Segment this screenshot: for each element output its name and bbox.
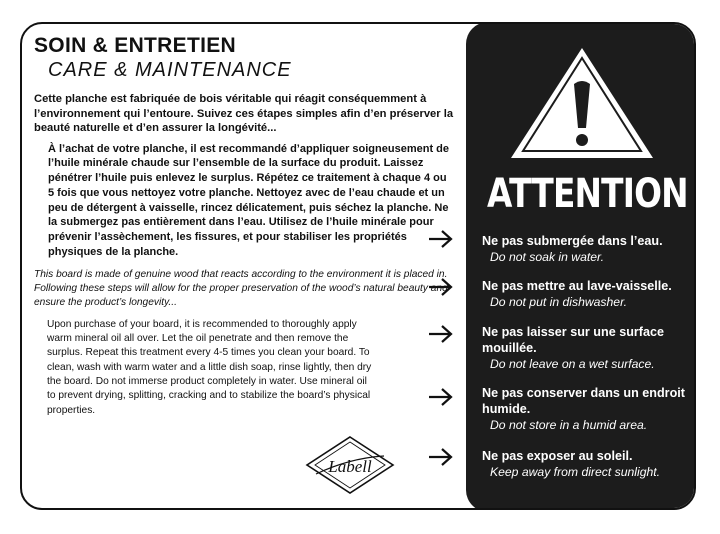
- warning-french: Ne pas laisser sur une surface mouillée.: [482, 325, 665, 355]
- instructions-french: À l’achat de votre planche, il est recommandé d’appliquer soigneusement de l’huile minérale chaude sur l’ensemble de la surface du produit. Laissez pénétrer l’huile puis enlevez le surplus. Répétez ce traitement à chaque 4 ou 5 fois que vous nettoyez votre planche. Nettoyez avec de l’eau chaude et un peu de détergent à vaisselle, rincez délicatement, puis séchez la planche. Ne la submergez pas entièrement dans l’eau. Utilisez de l’huile minérale pour prévenir l’assèchement, les fissures, et pour stabiliser les propriétés physiques de la planche.: [48, 142, 449, 259]
- warning-english: Keep away from direct sunlight.: [490, 465, 661, 479]
- warning-french: Ne pas mettre au lave-vaisselle.: [482, 279, 672, 293]
- title-french: SOIN & ENTRETIEN: [34, 34, 236, 57]
- instructions-column: [34, 34, 454, 418]
- logo-wordmark: Labell: [328, 457, 372, 476]
- attention-panel: [466, 22, 696, 510]
- arrow-right-icon: [427, 447, 455, 467]
- intro-french: Cette planche est fabriquée de bois véritable qui réagit conséquemment à l’environnement qui l’entoure. Suivez ces étapes simples afin d’en préserver la beauté naturelle et d’en assurer la longévité...: [34, 93, 454, 134]
- arrow-right-icon: [427, 277, 455, 297]
- title-english: CARE & MAINTENANCE: [48, 59, 292, 81]
- arrow-right-icon: [427, 229, 455, 249]
- warning-french: Ne pas conserver dans un endroit humide.: [482, 386, 685, 416]
- warning-item: [482, 233, 696, 265]
- care-card: [20, 22, 696, 510]
- warning-english: Do not put in dishwasher.: [490, 295, 628, 309]
- labell-logo: [304, 434, 396, 496]
- warning-english: Do not leave on a wet surface.: [490, 357, 655, 371]
- warning-english: Do not store in a humid area.: [490, 418, 648, 432]
- warning-item: [482, 385, 696, 433]
- instructions-english: Upon purchase of your board, it is recommended to thoroughly apply warm mineral oil all over. Let the oil penetrate and then remove the surplus. Repeat this treatment every 4-5 times you clean your board. To clean, wash with warm water and a little dish soap, rinse lightly, then dry the board. Do not immerse product completely in water. Use mineral oil to prevent drying, splitting, cracking and to stabilize the board’s physical properties.: [47, 318, 372, 416]
- warning-french: Ne pas submergée dans l’eau.: [482, 234, 663, 248]
- warning-item: [482, 324, 696, 372]
- attention-heading: ATTENTION: [487, 171, 688, 217]
- warning-item: [482, 278, 696, 310]
- exclamation-warning-triangle-icon: [507, 44, 657, 162]
- warning-english: Do not soak in water.: [490, 250, 605, 264]
- warning-item: [482, 448, 696, 480]
- arrow-right-icon: [427, 324, 455, 344]
- warning-french: Ne pas exposer au soleil.: [482, 449, 633, 463]
- arrow-right-icon: [427, 387, 455, 407]
- intro-english: This board is made of genuine wood that reacts according to the environment it is placed in. Following these steps will allow for the proper preservation of the wood’s natural beauty and ensure the product’s longevity...: [34, 268, 448, 309]
